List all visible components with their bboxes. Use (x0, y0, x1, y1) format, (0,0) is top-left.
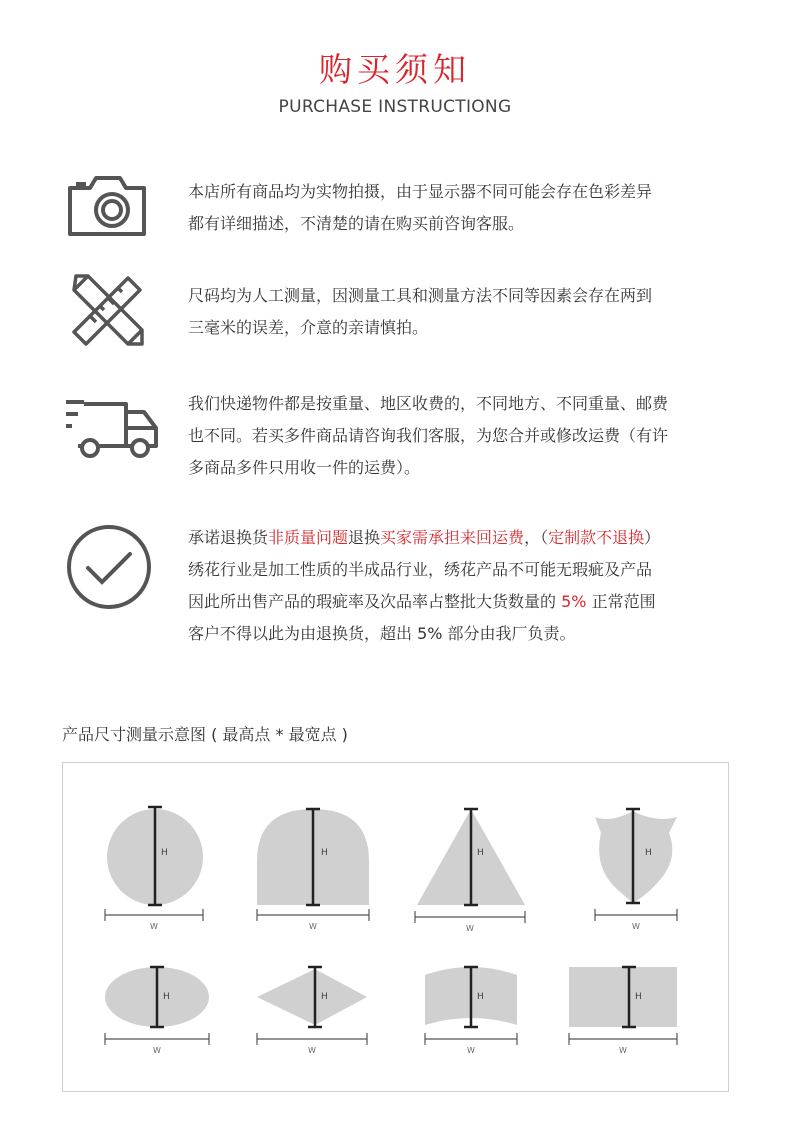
notice-line: 尺码均为人工测量，因测量工具和测量方法不同等因素会存在两到 (188, 286, 653, 305)
highlight-text: 买家需承担来回运费 (380, 528, 525, 547)
width-label: W (308, 1046, 316, 1055)
width-label: W (467, 1046, 475, 1055)
width-label: W (150, 922, 158, 931)
ruler-pencil-icon (70, 272, 146, 348)
shape-rectangle (569, 967, 677, 1027)
height-label: H (163, 992, 170, 1002)
height-label: H (321, 848, 328, 858)
page-title: 购买须知 (319, 50, 471, 89)
height-label: H (321, 992, 328, 1002)
height-label: H (477, 992, 484, 1002)
camera-icon (64, 172, 150, 240)
notice-line: 承诺退换货非质量问题退换买家需承担来回运费，（定制款不退换） (188, 528, 661, 547)
size-diagram (62, 762, 729, 1092)
notice-line: 三毫米的误差，介意的亲请慎拍。 (188, 318, 429, 337)
highlight-text: 5% (561, 592, 587, 611)
height-label: H (635, 992, 642, 1002)
width-label: W (619, 1046, 627, 1055)
size-diagram-svg (63, 763, 730, 1093)
page-subtitle: PURCHASE INSTRUCTIONG (278, 97, 512, 117)
width-label: W (466, 924, 474, 933)
shape-shield (595, 811, 677, 903)
shape-diamond (257, 969, 367, 1025)
height-label: H (161, 848, 168, 858)
check-circle-icon (64, 522, 154, 612)
width-label: W (309, 922, 317, 931)
width-label: W (153, 1046, 161, 1055)
notice-line: 也不同。若买多件商品请咨询我们客服，为您合并或修改运费（有许 (188, 426, 669, 445)
height-label: H (645, 848, 652, 858)
notice-line: 我们快递物件都是按重量、地区收费的，不同地方、不同重量、邮费 (188, 394, 669, 413)
notice-line: 本店所有商品均为实物拍摄，由于显示器不同可能会存在色彩差异 (188, 182, 653, 201)
notice-line: 多商品多件只用收一件的运费）。 (188, 458, 421, 477)
notice-line: 都有详细描述，不清楚的请在购买前咨询客服。 (188, 214, 525, 233)
height-label: H (477, 848, 484, 858)
size-section-title: 产品尺寸测量示意图 ( 最高点 * 最宽点 ) (62, 725, 348, 744)
notice-line: 绣花行业是加工性质的半成品行业，绣花产品不可能无瑕疵及产品 (188, 560, 653, 579)
notice-line: 因此所出售产品的瑕疵率及次品率占整批大货数量的 5% 正常范围 (188, 592, 656, 611)
width-label: W (632, 922, 640, 931)
truck-icon (64, 388, 160, 464)
highlight-text: 非质量问题 (268, 528, 349, 547)
highlight-text: 定制款不退换 (548, 528, 645, 547)
notice-line: 客户不得以此为由退换货，超出 5% 部分由我厂负责。 (188, 624, 576, 643)
